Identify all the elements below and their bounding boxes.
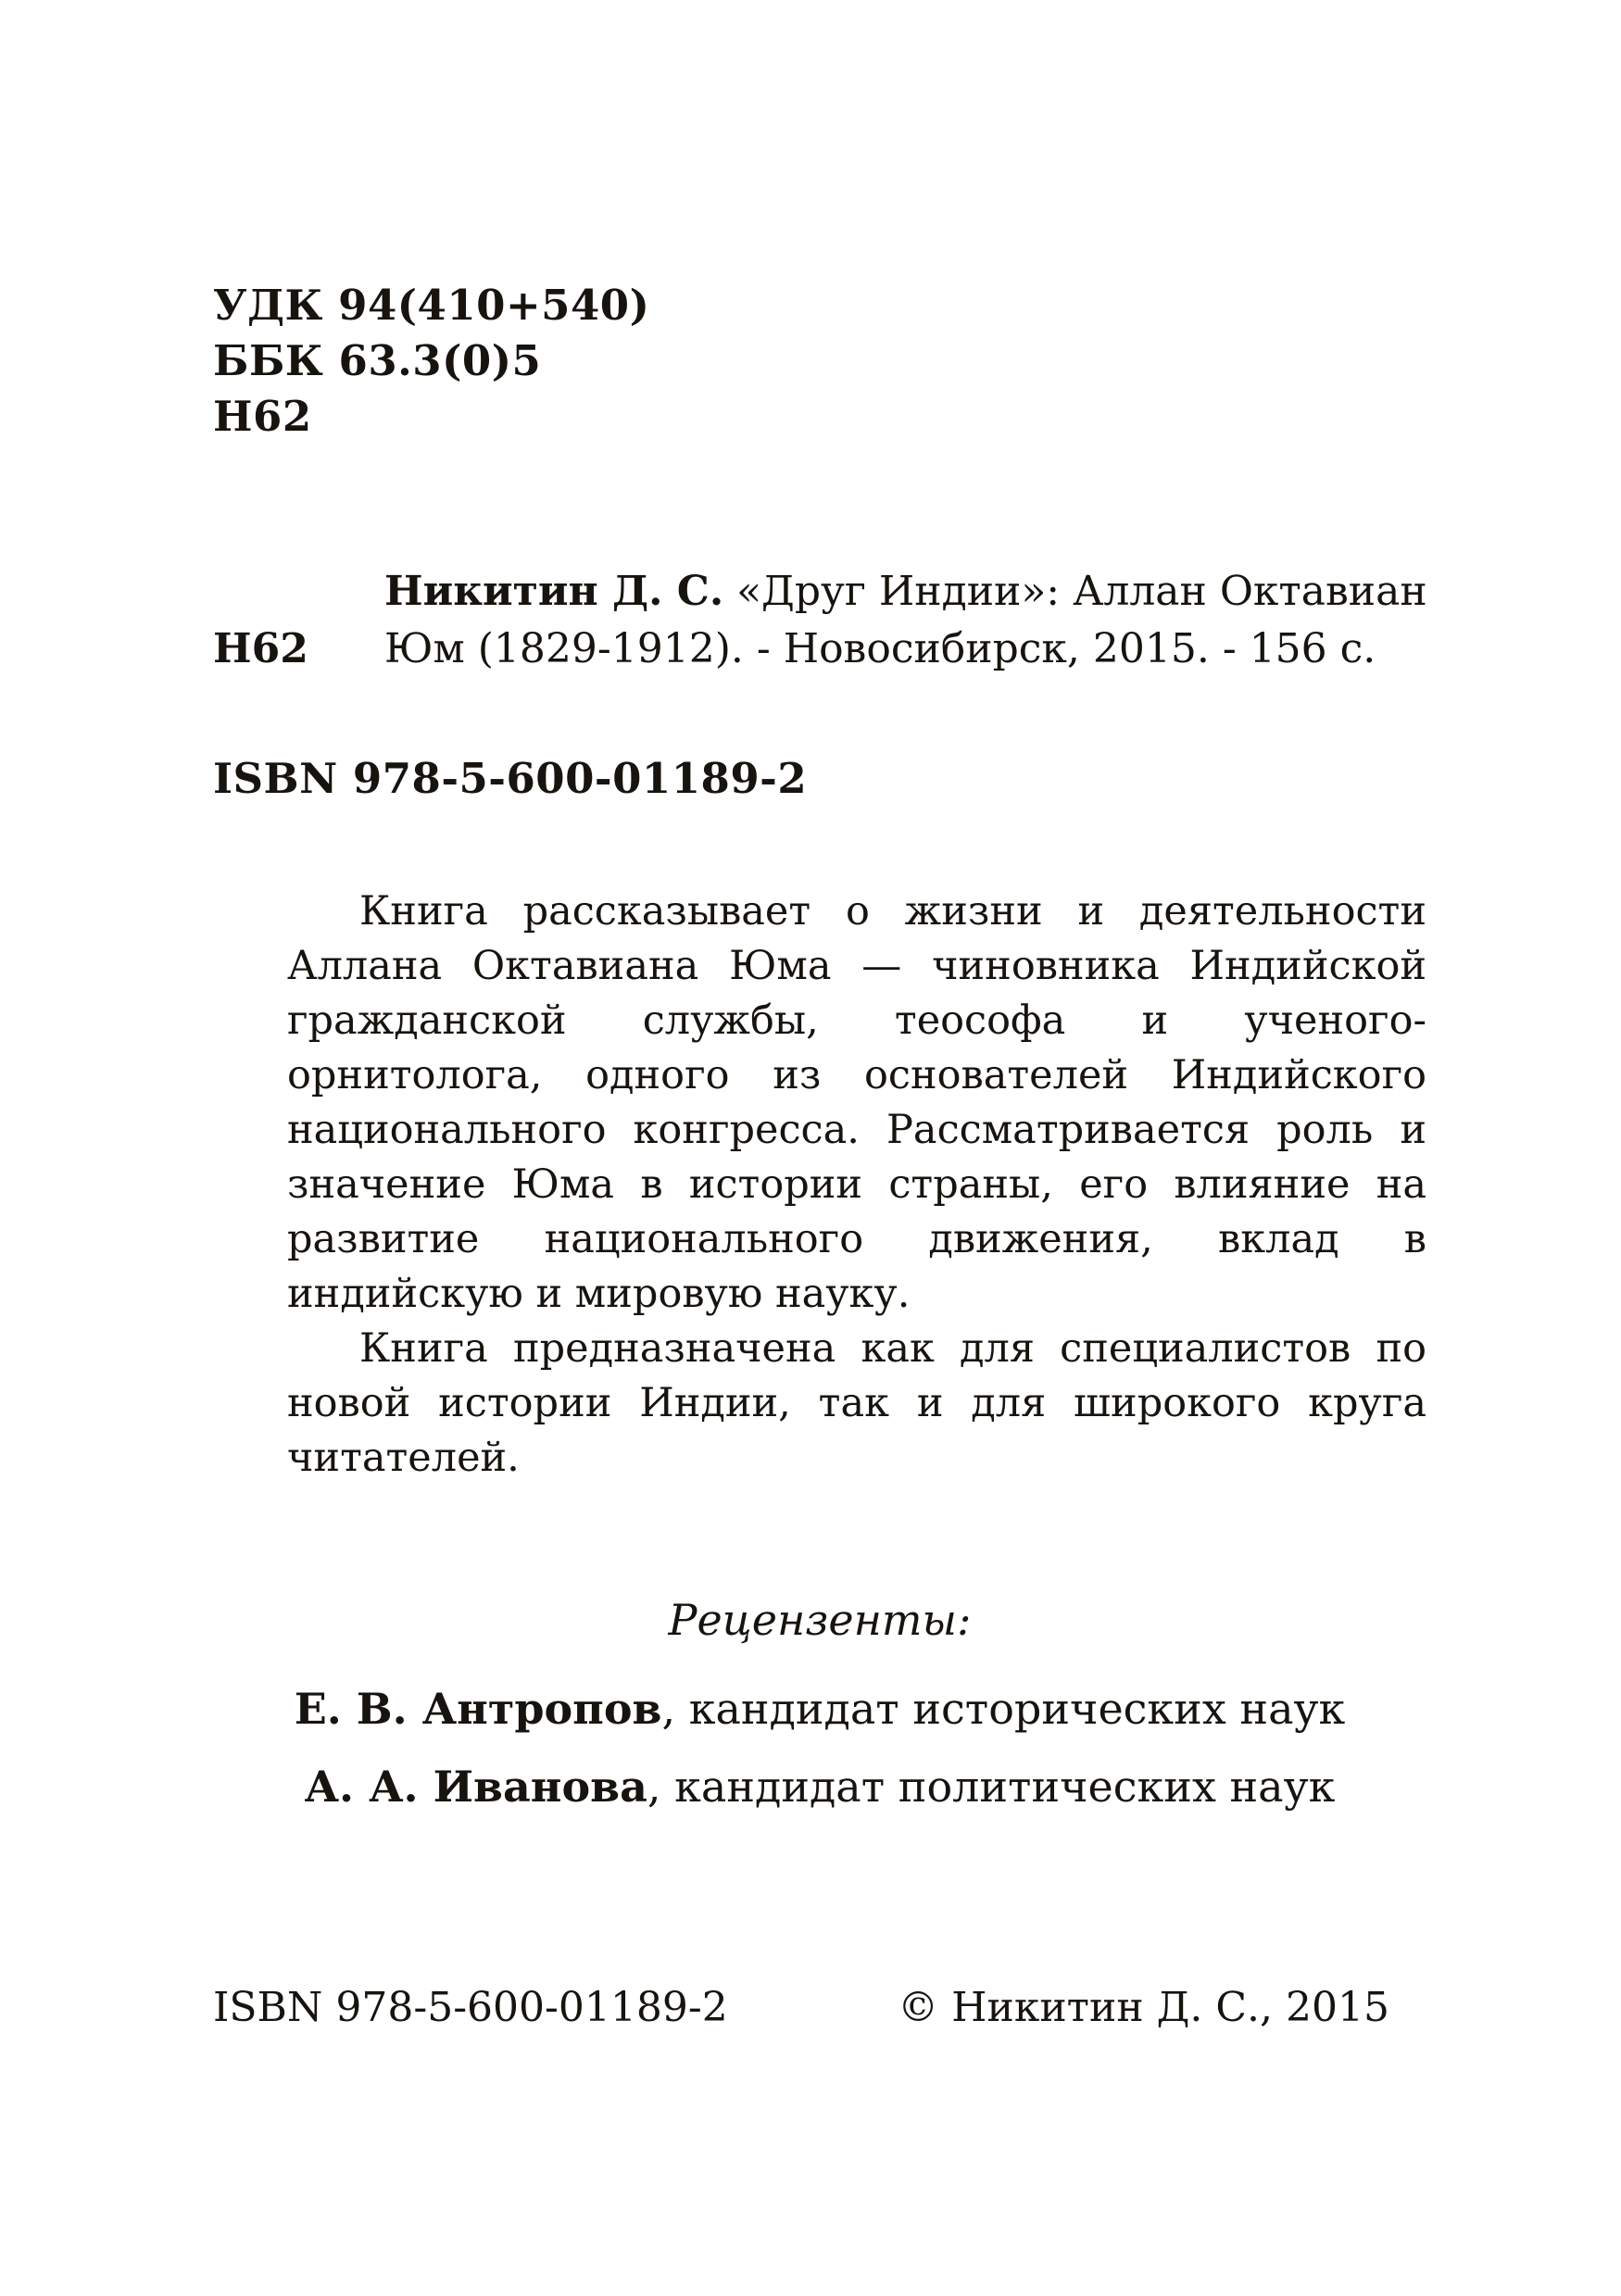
- reviewers-heading: Рецензенты:: [668, 1595, 972, 1645]
- reviewer-name: А. А. Иванова: [304, 1762, 647, 1812]
- copyright-notice: © Никитин Д. С., 2015: [898, 1984, 1389, 2031]
- catalog-entry-line2: Юм (1829-1912). - Новосибирск, 2015. - 156 с.: [384, 625, 1376, 672]
- reviewer-line: [213, 1684, 1426, 1734]
- reviewer-line: [213, 1762, 1426, 1812]
- annotation-paragraph-1: Книга рассказывает о жизни и деятельности Аллана Октавиана Юма — чиновника Индийской гражданской службы, теософа и ученого-орнитолога, одного из основателей Индийского национального конгресса. Рассматривается роль и значение Юма в истории страны, его влияние на развитие национального движения, вклад в индийскую и мировую науку.: [287, 888, 1426, 1317]
- catalog-entry: [213, 563, 1426, 678]
- udk-line: УДК 94(410+540): [213, 281, 650, 330]
- author-sign-line: Н62: [213, 392, 312, 441]
- reviewer-description: , кандидат исторических наук: [661, 1684, 1346, 1734]
- isbn-bottom: ISBN 978-5-600-01189-2: [213, 1984, 728, 2031]
- isbn-top: ISBN 978-5-600-01189-2: [213, 754, 808, 803]
- classification-block: [213, 278, 1426, 445]
- bbk-line: ББК 63.3(0)5: [213, 336, 542, 385]
- reviewer-description: , кандидат политических наук: [647, 1762, 1336, 1812]
- catalog-entry-line1: [384, 563, 1426, 621]
- catalog-author: Никитин Д. С.: [384, 568, 724, 615]
- reviewer-name: Е. В. Антропов: [294, 1684, 662, 1734]
- annotation-paragraph-2: Книга предназначена как для специалистов по новой истории Индии, так и для широкого круга читателей.: [287, 1325, 1426, 1481]
- annotation-block: [287, 885, 1426, 1486]
- footer-line: [213, 1984, 1426, 2031]
- page-content: [213, 278, 1426, 2031]
- reviewers-section: [213, 1595, 1426, 1812]
- catalog-index: Н62: [213, 625, 308, 672]
- catalog-title-rest: «Друг Индии»: Аллан Октавиан: [723, 568, 1427, 615]
